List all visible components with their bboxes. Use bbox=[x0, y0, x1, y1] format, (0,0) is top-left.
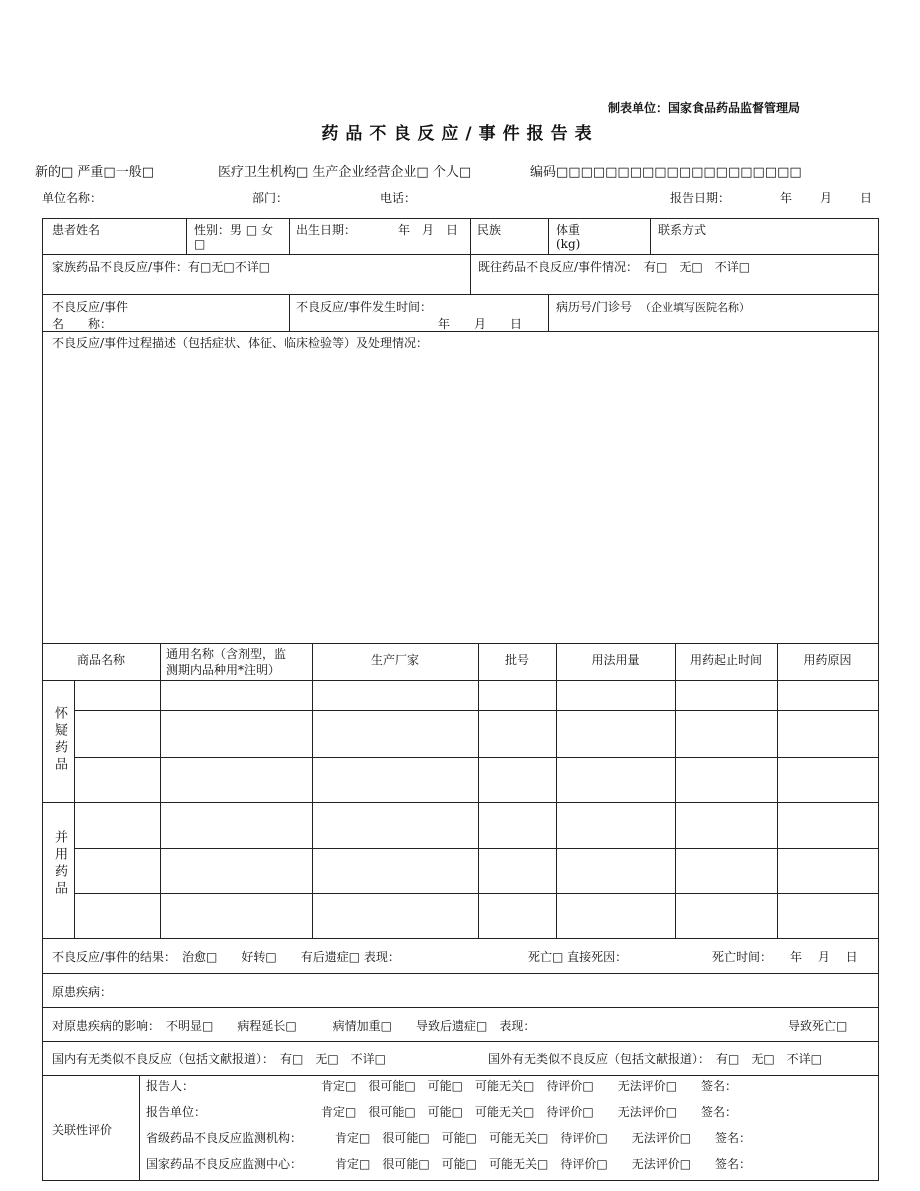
assessment-provincial-options[interactable]: 肯定□ 很可能□ 可能□ 可能无关□ 待评价□ 无法评价□ 签名： bbox=[335, 1131, 752, 1145]
report-date-year: 年 bbox=[780, 191, 793, 205]
phone-label: 电话： bbox=[380, 191, 417, 205]
weight-label: 体重 bbox=[556, 223, 581, 237]
foreign-similar-field[interactable]: 国外有无类似不良反应（包括文献报道）： 有□ 无□ 不详□ bbox=[488, 1052, 823, 1066]
header-usage-period: 用药起止时间 bbox=[689, 653, 762, 667]
domestic-similar-field[interactable]: 国内有无类似不良反应（包括文献报道）： 有□ 无□ 不详□ bbox=[52, 1052, 387, 1066]
header-generic-name-2: 测期内品种用*注明） bbox=[166, 663, 281, 677]
assessment-report-unit: 报告单位： bbox=[146, 1105, 207, 1119]
report-type[interactable]: 新的□ 严重□一般□ bbox=[35, 165, 154, 180]
assessment-report-unit-options[interactable]: 肯定□ 很可能□ 可能□ 可能无关□ 待评价□ 无法评价□ 签名： bbox=[321, 1105, 738, 1119]
reporter-type[interactable]: 医疗卫生机构□ 生产企业经营企业□ 个人□ bbox=[218, 165, 472, 180]
header-batch-number: 批号 bbox=[504, 653, 529, 667]
header-dosage: 用法用量 bbox=[591, 653, 640, 667]
disease-impact-death[interactable]: 导致死亡□ bbox=[788, 1019, 848, 1033]
assessment-national: 国家药品不良反应监测中心： bbox=[146, 1157, 303, 1171]
adr-name-label: 不良反应/事件 bbox=[52, 300, 129, 314]
report-date-month: 月 bbox=[820, 191, 833, 205]
unit-name-label: 单位名称： bbox=[42, 191, 103, 205]
adr-name-label-2: 名 称： bbox=[52, 317, 113, 331]
past-history-field[interactable]: 既往药品不良反应/事件情况： 有□ 无□ 不详□ bbox=[478, 260, 751, 274]
family-history-field[interactable]: 家族药品不良反应/事件：有□无□不详□ bbox=[52, 260, 271, 274]
death-time-field[interactable]: 死亡时间： 年 月 日 bbox=[712, 950, 858, 964]
assessment-reporter: 报告人： bbox=[146, 1079, 195, 1093]
assessment-provincial: 省级药品不良反应监测机构： bbox=[146, 1131, 303, 1145]
ethnicity-label: 民族 bbox=[477, 223, 502, 237]
department-label: 部门： bbox=[252, 191, 289, 205]
birth-date-ymd[interactable]: 年 月 日 bbox=[398, 223, 459, 237]
adr-result-field[interactable]: 不良反应/事件的结果： 治愈□ 好转□ 有后遗症□ 表现： bbox=[52, 950, 400, 964]
assessment-national-options[interactable]: 肯定□ 很可能□ 可能□ 可能无关□ 待评价□ 无法评价□ 签名： bbox=[335, 1157, 752, 1171]
gender-female-checkbox[interactable]: □ bbox=[194, 237, 206, 251]
record-number-label: 病历号/门诊号 bbox=[556, 300, 633, 314]
header-usage-reason: 用药原因 bbox=[803, 653, 852, 667]
assessment-reporter-options[interactable]: 肯定□ 很可能□ 可能□ 可能无关□ 待评价□ 无法评价□ 签名： bbox=[321, 1079, 738, 1093]
gender-field[interactable]: 性别：男 □ 女 bbox=[194, 223, 273, 237]
form-title: 药品不良反应/事件报告表 bbox=[321, 124, 599, 144]
disease-impact-field[interactable]: 对原患疾病的影响： 不明显□ 病程延长□ 病情加重□ 导致后遗症□ 表现： bbox=[52, 1019, 536, 1033]
header-manufacturer: 生产厂家 bbox=[370, 653, 419, 667]
assessment-label: 关联性评价 bbox=[52, 1123, 113, 1137]
weight-unit: (kg) bbox=[556, 237, 581, 251]
primary-disease-label: 原患疾病： bbox=[52, 985, 113, 999]
adr-time-label: 不良反应/事件发生时间： bbox=[296, 300, 433, 314]
header-trade-name: 商品名称 bbox=[76, 653, 125, 667]
patient-name-label: 患者姓名 bbox=[52, 223, 101, 237]
concomitant-drugs-label: 并用药品 bbox=[52, 830, 67, 898]
report-code[interactable]: 编码□□□□□□□□□□□□□□□□□□□□ bbox=[530, 165, 802, 180]
form-maker: 制表单位：国家食品药品监督管理局 bbox=[608, 101, 801, 115]
report-date-day: 日 bbox=[860, 191, 873, 205]
death-field[interactable]: 死亡□ 直接死因： bbox=[528, 950, 628, 964]
birth-date-label: 出生日期： bbox=[296, 223, 357, 237]
header-generic-name: 通用名称（含剂型，监 bbox=[166, 647, 287, 661]
adr-description-label: 不良反应/事件过程描述（包括症状、体征、临床检验等）及处理情况： bbox=[52, 336, 429, 350]
record-number-note: （企业填写医院名称） bbox=[640, 301, 750, 314]
adr-time-ymd[interactable]: 年 月 日 bbox=[438, 317, 523, 331]
adr-description-area[interactable] bbox=[46, 352, 874, 639]
contact-label: 联系方式 bbox=[658, 223, 707, 237]
report-date-label: 报告日期： bbox=[670, 191, 731, 205]
suspect-drugs-label: 怀疑药品 bbox=[52, 706, 67, 774]
